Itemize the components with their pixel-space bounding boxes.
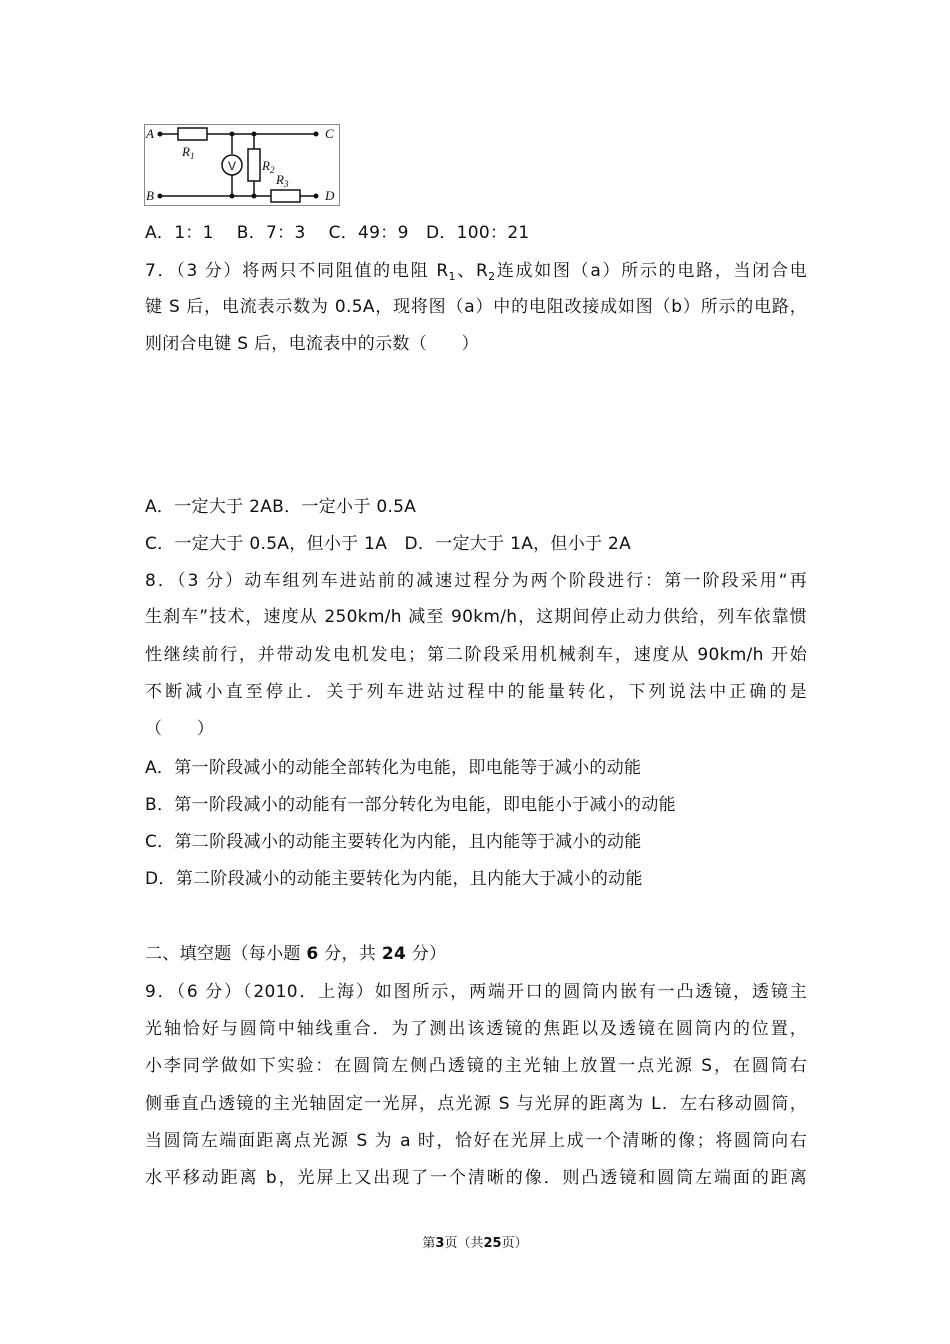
q7-options-cd: C．一定大于 0.5A，但小于 1A D．一定大于 1A，但小于 2A xyxy=(145,534,632,554)
q8-line3: 性继续前行，并带动发电机发电；第二阶段采用机械刹车，速度从 90km/h 开始 xyxy=(145,645,807,665)
q8-option-b: B．第一阶段减小的动能有一部分转化为电能，即电能小于减小的动能 xyxy=(145,795,676,815)
circuit-diagram xyxy=(144,124,340,206)
q6-options: A．1：1 B．7：3 C．49：9 D．100：21 xyxy=(145,223,530,243)
q8-line5: （ ） xyxy=(145,719,215,739)
q9-line2: 光轴恰好与圆筒中轴线重合．为了测出该透镜的焦距以及透镜在圆筒内的位置， xyxy=(145,1019,807,1039)
section-heading: 二、填空题（每小题 6 分，共 24 分） xyxy=(145,944,447,964)
q8-line4: 不断减小直至停止．关于列车进站过程中的能量转化，下列说法中正确的是 xyxy=(145,682,807,702)
q8-option-c: C．第二阶段减小的动能主要转化为内能，且内能等于减小的动能 xyxy=(145,832,642,852)
q7-line3: 则闭合电键 S 后，电流表中的示数（ ） xyxy=(145,334,479,354)
q8-line1: 8．（3 分）动车组列车进站前的减速过程分为两个阶段进行：第一阶段采用“再 xyxy=(145,571,807,591)
resistor-r3 xyxy=(271,190,300,202)
q7-line2: 键 S 后，电流表示数为 0.5A，现将图（a）中的电阻改接成如图（b）所示的电路， xyxy=(145,297,807,317)
q8-line2: 生刹车”技术，速度从 250km/h 减至 90km/h，这期间停止动力供给，列车依靠惯 xyxy=(145,607,807,627)
label-r2: $R_2$ xyxy=(262,158,275,175)
resistor-r1 xyxy=(178,128,207,140)
terminal-d xyxy=(314,194,319,199)
label-r3: $R_3$ xyxy=(276,172,289,189)
q9-line4: 侧垂直凸透镜的主光轴固定一光屏，点光源 S 与光屏的距离为 L．左右移动圆筒， xyxy=(145,1094,807,1114)
page-footer: 第3页（共25页） xyxy=(422,1236,528,1251)
q7-line1: 7．（3 分）将两只不同阻值的电阻 $R_1$、$R_2$连成如图（a）所示的电路，当闭合电 xyxy=(145,261,807,283)
label-c: C xyxy=(325,126,334,141)
label-b: B xyxy=(146,188,154,203)
q8-option-d: D．第二阶段减小的动能主要转化为内能，且内能大于减小的动能 xyxy=(145,869,643,889)
terminal-a xyxy=(158,132,163,137)
q9-line5: 当圆筒左端面距离点光源 S 为 a 时，恰好在光屏上成一个清晰的像；将圆筒向右 xyxy=(145,1131,807,1151)
q9-line6: 水平移动距离 b，光屏上又出现了一个清晰的像．则凸透镜和圆筒左端面的距离 xyxy=(145,1168,807,1188)
label-a: A xyxy=(146,126,154,141)
label-r1: $R_1$ xyxy=(182,144,195,161)
q8-option-a: A．第一阶段减小的动能全部转化为电能，即电能等于减小的动能 xyxy=(145,758,642,778)
q9-line3: 小李同学做如下实验：在圆筒左侧凸透镜的主光轴上放置一点光源 S，在圆筒右 xyxy=(145,1056,807,1076)
q7-options-ab: A．一定大于 2AB．一定小于 0.5A xyxy=(145,497,417,517)
voltmeter-label: V xyxy=(228,159,237,173)
terminal-c xyxy=(314,132,319,137)
resistor-r2 xyxy=(248,149,260,181)
terminal-b xyxy=(158,194,163,199)
label-d: D xyxy=(325,188,335,203)
q9-line1: 9．（6 分）（2010．上海）如图所示，两端开口的圆筒内嵌有一凸透镜，透镜主 xyxy=(145,982,807,1002)
